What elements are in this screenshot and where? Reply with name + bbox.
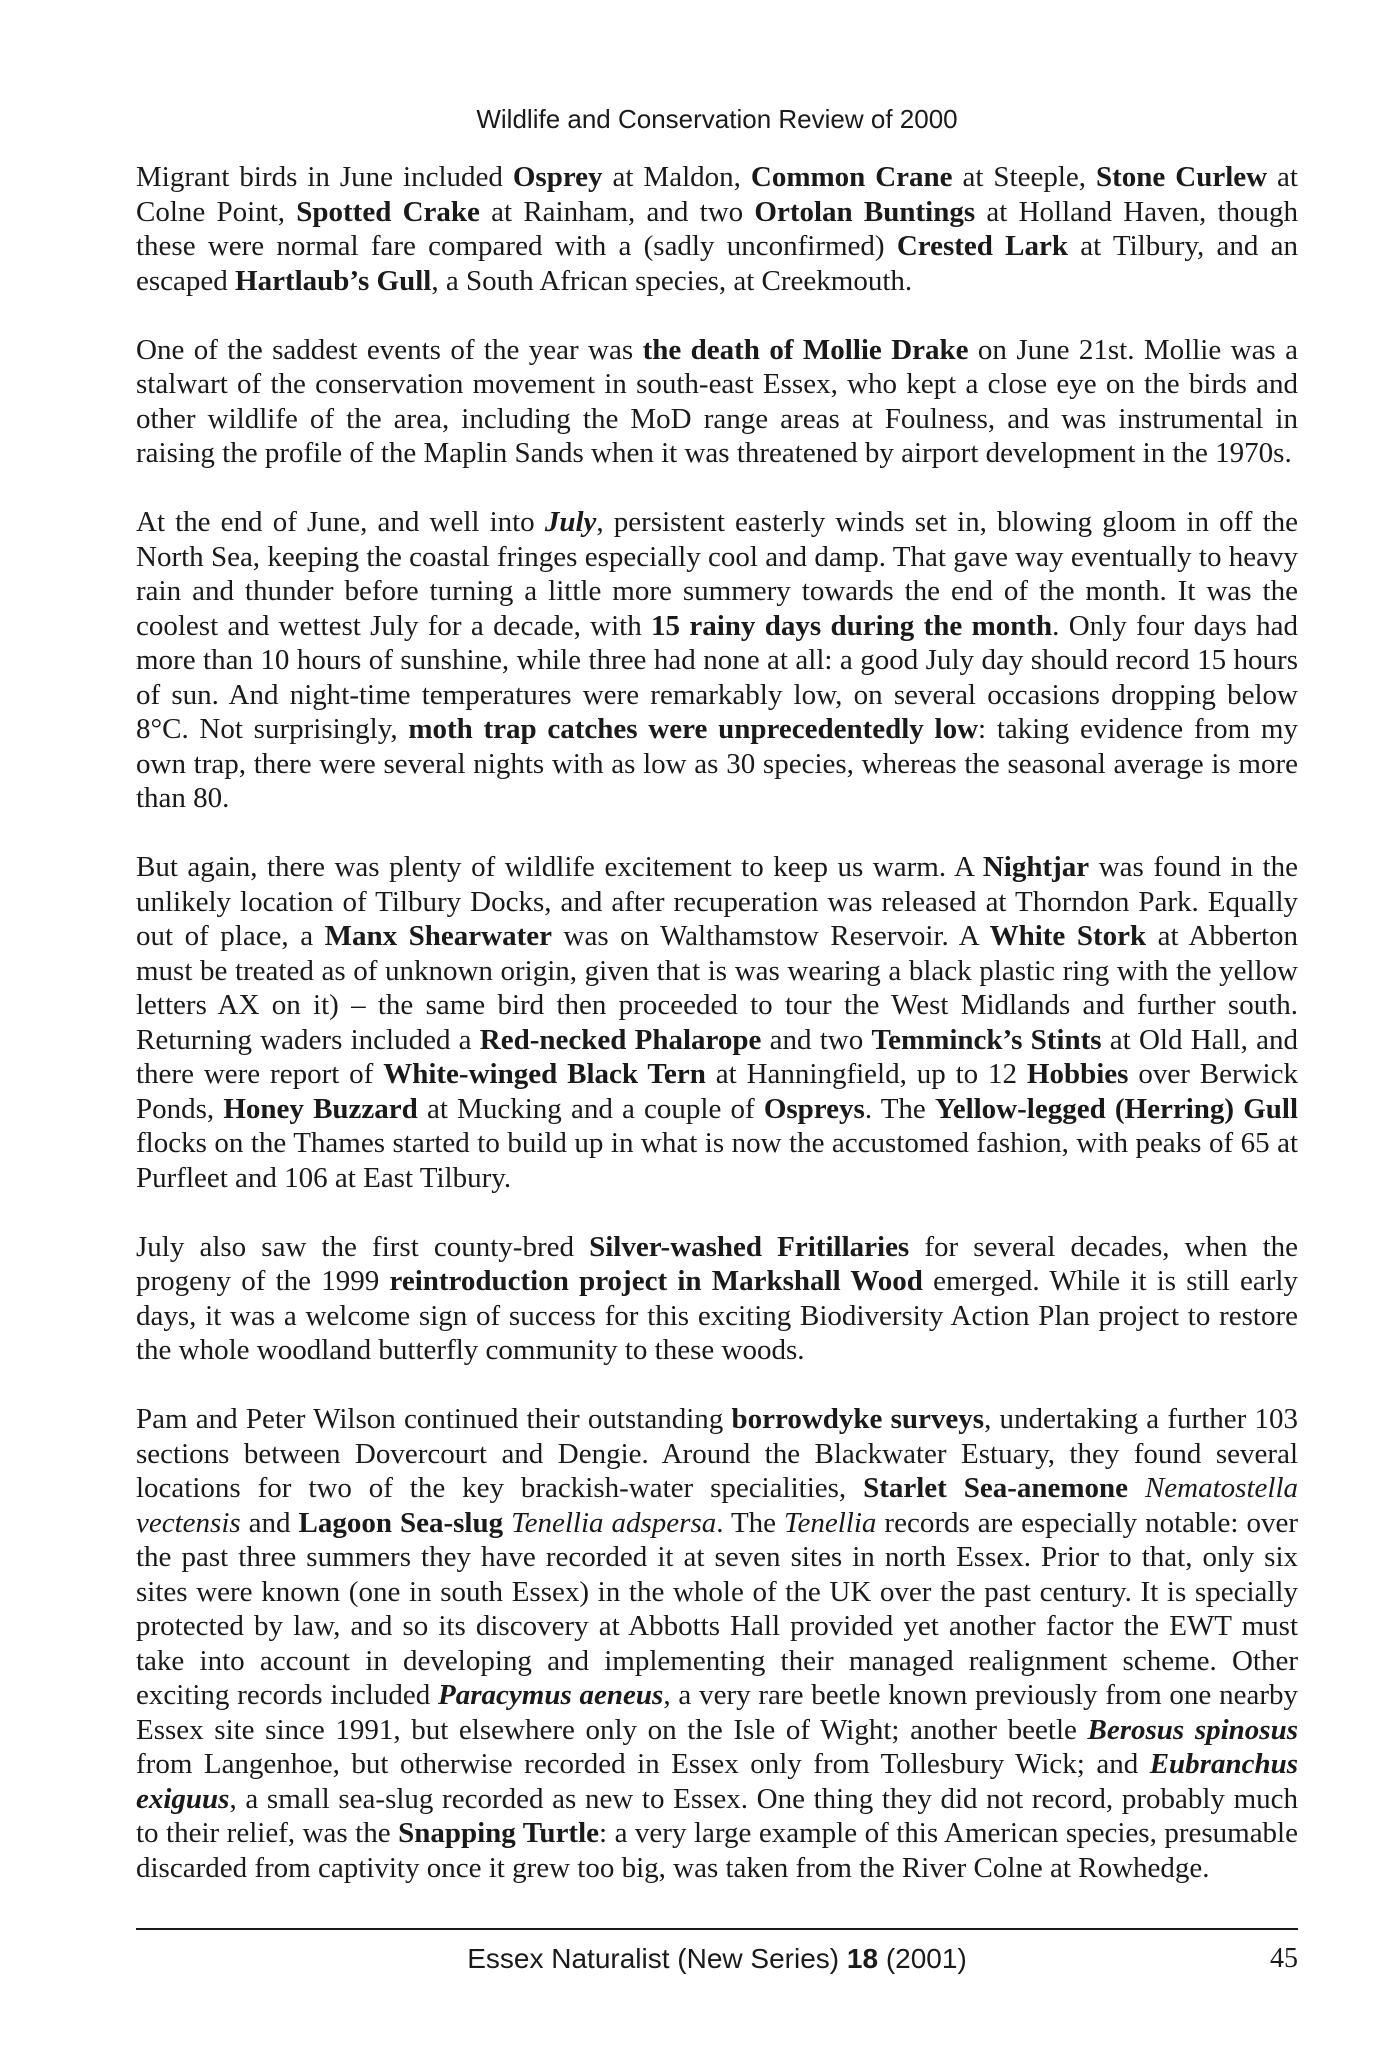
text-run: emerged. While it is still early days, it was a welcome sign of success for this exciting Biodiversity Action Plan project to restore the whole woodland butterfly community to these woods. bbox=[136, 1265, 1298, 1366]
text-run: : a very large example of this American species, presumable discarded from captivity once it grew too big, was taken from the River Colne at Rowhedge. bbox=[136, 1817, 1298, 1884]
footer-divider bbox=[136, 1928, 1298, 1930]
text-run: , undertaking a further 103 sections between Dovercourt and Dengie. Around the Blackwater Estuary, they found several locations for two of the key brackish-water specialities, bbox=[136, 1403, 1298, 1504]
text-run: . The bbox=[716, 1506, 785, 1539]
emphasized-text: Temminck’s Stints bbox=[871, 1023, 1102, 1056]
text-run: Migrant birds in June included bbox=[136, 161, 513, 193]
running-header: Wildlife and Conservation Review of 2000 bbox=[476, 104, 958, 134]
emphasized-text: Honey Buzzard bbox=[223, 1092, 418, 1125]
text-run: July also saw the first county-bred bbox=[136, 1230, 590, 1263]
emphasized-text: Spotted Crake bbox=[296, 195, 480, 228]
text-run: was found in the unlikely location of Tilbury Docks, and after recuperation was released at Thorndon Park. Equally out of place, a bbox=[136, 851, 1298, 952]
emphasized-text: Common Crane bbox=[750, 161, 953, 193]
text-run: One of the saddest events of the year was bbox=[136, 333, 643, 366]
text-run: : taking evidence from my own trap, there were several nights with as low as 30 species, whereas the seasonal average is more than 80. bbox=[136, 713, 1298, 814]
emphasized-text: Paracymus aeneus bbox=[438, 1679, 664, 1711]
emphasized-text: Ospreys bbox=[763, 1092, 865, 1125]
publication-year: (2001) bbox=[878, 1943, 967, 1974]
text-run: at Rainham, and two bbox=[479, 195, 755, 228]
text-run: at Holland Haven, though these were normal fare compared with a (sadly unconfirmed) bbox=[136, 195, 1298, 262]
text-run: , a South African species, at Creekmouth. bbox=[431, 264, 913, 297]
emphasized-text: Nightjar bbox=[982, 851, 1090, 883]
text-run bbox=[503, 1507, 511, 1539]
text-run: at Maldon, bbox=[602, 161, 751, 193]
emphasized-text: Hartlaub’s Gull bbox=[235, 264, 432, 297]
emphasized-text: moth trap catches were unprecedentedly low bbox=[408, 713, 979, 745]
text-run: But again, there was plenty of wildlife excitement to keep us warm. A bbox=[136, 851, 983, 883]
emphasized-text: Lagoon Sea-slug bbox=[298, 1506, 504, 1539]
emphasized-text: Tenellia adspersa bbox=[511, 1506, 717, 1539]
emphasized-text: Osprey bbox=[512, 161, 603, 193]
emphasized-text: reintroduction project in Markshall Wood bbox=[389, 1265, 923, 1297]
volume-number: 18 bbox=[846, 1943, 879, 1974]
text-run: , a very rare beetle known previously from one nearby Essex site since 1991, but elsewhere only on the Isle of Wight; another beetle bbox=[136, 1679, 1299, 1746]
text-run: and bbox=[240, 1506, 299, 1539]
journal-name: Essex Naturalist (New Series) bbox=[467, 1943, 847, 1974]
paragraph bbox=[136, 160, 1298, 298]
text-run: at Steeple, bbox=[952, 161, 1096, 193]
emphasized-text: 15 rainy days during the month bbox=[651, 609, 1053, 642]
paragraph bbox=[136, 1402, 1298, 1885]
journal-citation bbox=[136, 1942, 1298, 1976]
emphasized-text: Snapping Turtle bbox=[398, 1817, 600, 1849]
paragraph bbox=[136, 333, 1298, 471]
emphasized-text: White Stork bbox=[989, 920, 1147, 952]
emphasized-text: Tenellia bbox=[784, 1506, 877, 1539]
text-run: at Abberton must be treated as of unknown origin, given that is was wearing a black plastic ring with the yellow letters AX on it) – the same bird then proceeded to tour the West Midlands and further south. Returning waders included a bbox=[136, 920, 1299, 1056]
page-number: 45 bbox=[1270, 1943, 1298, 1974]
emphasized-text: Yellow-legged (Herring) Gull bbox=[934, 1092, 1299, 1125]
text-run: at Mucking and a couple of bbox=[417, 1092, 764, 1125]
emphasized-text: Berosus spinosus bbox=[1087, 1713, 1299, 1746]
emphasized-text: White-winged Black Tern bbox=[383, 1058, 706, 1090]
text-run: at Tilbury, and an escaped bbox=[136, 230, 1299, 297]
text-run bbox=[1128, 1472, 1145, 1504]
emphasized-text: Crested Lark bbox=[896, 230, 1069, 262]
emphasized-text: Silver-washed Fritillaries bbox=[589, 1230, 910, 1263]
paragraph bbox=[136, 505, 1298, 816]
text-run: at Old Hall, and there were report of bbox=[136, 1023, 1298, 1090]
text-run: . The bbox=[864, 1092, 935, 1125]
emphasized-text: Ortolan Buntings bbox=[754, 195, 976, 228]
paragraph bbox=[136, 850, 1298, 1195]
text-run: At the end of June, and well into bbox=[136, 506, 545, 538]
text-run: at Colne Point, bbox=[136, 161, 1298, 228]
emphasized-text: borrowdyke surveys bbox=[731, 1403, 985, 1435]
emphasized-text: Stone Curlew bbox=[1096, 161, 1268, 193]
text-run: , a small sea-slug recorded as new to Essex. One thing they did not record, probably much to their relief, was the bbox=[136, 1782, 1298, 1849]
text-run: on June 21st. Mollie was a stalwart of the conservation movement in south-east Essex, who kept a close eye on the birds and other wildlife of the area, including the MoD range areas at Foulness, and was instrumental in raising the profile of the Maplin Sands when it was threatened by airport development in the 1970s. bbox=[136, 333, 1298, 469]
text-run: and two bbox=[761, 1023, 872, 1056]
text-run: Pam and Peter Wilson continued their outstanding bbox=[136, 1403, 732, 1435]
text-run: from Langenhoe, but otherwise recorded in Essex only from Tollesbury Wick; and bbox=[136, 1748, 1150, 1780]
text-run: was on Walthamstow Reservoir. A bbox=[551, 920, 990, 952]
text-run: over Berwick Ponds, bbox=[136, 1058, 1298, 1125]
emphasized-text: Red-necked Phalarope bbox=[479, 1023, 762, 1056]
emphasized-text: Eubranchus exiguus bbox=[136, 1748, 1298, 1815]
text-run: at Hanningfield, up to 12 bbox=[705, 1058, 1027, 1090]
text-run: records are especially notable: over the past three summers they have recorded it at seven sites in north Essex. Prior to that, only six sites were known (one in south Essex) in the whole of the UK over the past century. It is specially protected by law, and so its discovery at Abbotts Hall provided yet another factor the EWT must take into account in developing and implementing their managed realignment scheme. Other exciting records included bbox=[136, 1506, 1299, 1711]
text-run: , persistent easterly winds set in, blowing gloom in off the North Sea, keeping the coastal fringes especially cool and damp. That gave way eventually to heavy rain and thunder before turning a little more summery towards the end of the month. It was the coolest and wettest July for a decade, with bbox=[136, 506, 1299, 642]
emphasized-text: Hobbies bbox=[1026, 1058, 1129, 1090]
emphasized-text: Manx Shearwater bbox=[324, 920, 552, 952]
page-footer bbox=[136, 1942, 1298, 1976]
emphasized-text: the death of Mollie Drake bbox=[642, 333, 969, 366]
emphasized-text: Nematostella vectensis bbox=[136, 1472, 1299, 1539]
article-body bbox=[136, 160, 1298, 1885]
text-run: for several decades, when the progeny of the 1999 bbox=[136, 1230, 1299, 1297]
paragraph bbox=[136, 1230, 1298, 1368]
text-run: . Only four days had more than 10 hours of sunshine, while three had none at all: a good July day should record 15 hours of sun. And night-time temperatures were remarkably low, on several occasions dropping below 8°C. Not surprisingly, bbox=[136, 609, 1299, 745]
emphasized-text: Starlet Sea-anemone bbox=[863, 1472, 1129, 1504]
emphasized-text: July bbox=[544, 506, 597, 538]
text-run: flocks on the Thames started to build up in what is now the accustomed fashion, with peaks of 65 at Purfleet and 106 at East Tilbury. bbox=[136, 1127, 1298, 1194]
